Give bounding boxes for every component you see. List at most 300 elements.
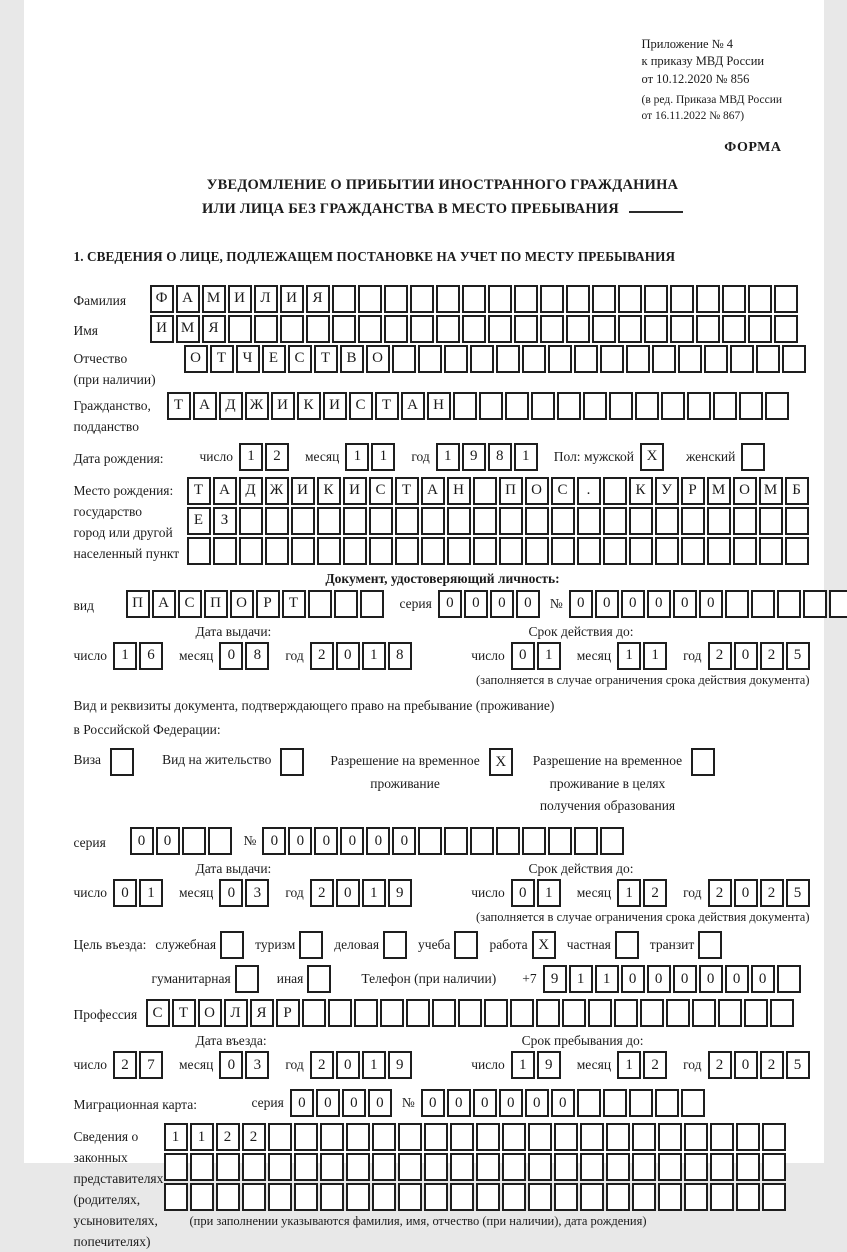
char-box[interactable]: 0 <box>751 965 775 993</box>
char-box[interactable] <box>302 999 326 1027</box>
birth-place-row2[interactable] <box>187 507 811 535</box>
char-box[interactable] <box>632 1123 656 1151</box>
surname-boxes[interactable] <box>150 285 800 313</box>
char-box[interactable] <box>458 999 482 1027</box>
char-box[interactable] <box>588 999 612 1027</box>
char-box[interactable]: Я <box>250 999 274 1027</box>
char-box[interactable]: С <box>369 477 393 505</box>
char-box[interactable]: 0 <box>734 879 758 907</box>
char-box[interactable] <box>354 999 378 1027</box>
char-box[interactable] <box>655 537 679 565</box>
char-box[interactable] <box>453 392 477 420</box>
char-box[interactable] <box>765 392 789 420</box>
char-box[interactable]: 2 <box>708 879 732 907</box>
char-box[interactable] <box>514 285 538 313</box>
char-box[interactable] <box>421 537 445 565</box>
char-box[interactable] <box>658 1123 682 1151</box>
char-box[interactable] <box>190 1153 214 1181</box>
char-box[interactable]: Д <box>239 477 263 505</box>
char-box[interactable]: 1 <box>239 443 263 471</box>
char-box[interactable]: 0 <box>113 879 137 907</box>
birth-place-row1[interactable] <box>187 477 811 505</box>
char-box[interactable]: О <box>184 345 208 373</box>
char-box[interactable] <box>540 315 564 343</box>
char-box[interactable]: 0 <box>421 1089 445 1117</box>
char-box[interactable] <box>265 507 289 535</box>
char-box[interactable] <box>554 1123 578 1151</box>
representatives-row1[interactable] <box>164 1123 788 1151</box>
char-box[interactable] <box>421 507 445 535</box>
char-box[interactable] <box>462 315 486 343</box>
doc-until-month[interactable] <box>617 642 669 670</box>
char-box[interactable]: 0 <box>595 590 619 618</box>
char-box[interactable]: 8 <box>388 642 412 670</box>
char-box[interactable] <box>499 537 523 565</box>
char-box[interactable] <box>562 999 586 1027</box>
char-box[interactable] <box>748 315 772 343</box>
char-box[interactable] <box>268 1153 292 1181</box>
char-box[interactable]: 1 <box>164 1123 188 1151</box>
char-box[interactable]: А <box>193 392 217 420</box>
char-box[interactable]: 5 <box>786 1051 810 1079</box>
char-box[interactable] <box>603 1089 627 1117</box>
char-box[interactable] <box>436 285 460 313</box>
char-box[interactable] <box>372 1123 396 1151</box>
char-box[interactable] <box>499 507 523 535</box>
char-box[interactable] <box>384 285 408 313</box>
char-box[interactable]: 0 <box>673 965 697 993</box>
char-box[interactable] <box>228 315 252 343</box>
doc-until-year[interactable] <box>708 642 812 670</box>
char-box[interactable] <box>208 827 232 855</box>
char-box[interactable]: 0 <box>290 1089 314 1117</box>
char-box[interactable] <box>358 315 382 343</box>
char-box[interactable] <box>684 1123 708 1151</box>
char-box[interactable]: 2 <box>113 1051 137 1079</box>
char-box[interactable]: Т <box>282 590 306 618</box>
char-box[interactable]: 2 <box>216 1123 240 1151</box>
char-box[interactable]: М <box>202 285 226 313</box>
char-box[interactable]: Т <box>167 392 191 420</box>
char-box[interactable]: 0 <box>499 1089 523 1117</box>
char-box[interactable] <box>632 1153 656 1181</box>
char-box[interactable] <box>187 537 211 565</box>
char-box[interactable] <box>505 392 529 420</box>
entry-month[interactable] <box>219 1051 271 1079</box>
char-box[interactable]: 0 <box>511 879 535 907</box>
char-box[interactable] <box>372 1183 396 1211</box>
char-box[interactable] <box>762 1153 786 1181</box>
char-box[interactable] <box>548 827 572 855</box>
char-box[interactable]: 1 <box>362 1051 386 1079</box>
char-box[interactable]: 1 <box>514 443 538 471</box>
char-box[interactable]: С <box>288 345 312 373</box>
char-box[interactable]: 0 <box>490 590 514 618</box>
char-box[interactable] <box>566 285 590 313</box>
char-box[interactable] <box>280 315 304 343</box>
char-box[interactable]: 1 <box>371 443 395 471</box>
char-box[interactable]: 1 <box>362 879 386 907</box>
char-box[interactable]: Л <box>224 999 248 1027</box>
char-box[interactable] <box>496 827 520 855</box>
char-box[interactable] <box>392 345 416 373</box>
char-box[interactable]: 0 <box>219 642 243 670</box>
char-box[interactable] <box>242 1183 266 1211</box>
char-box[interactable]: 0 <box>130 827 154 855</box>
migration-seriya-boxes[interactable] <box>290 1089 394 1117</box>
char-box[interactable]: 2 <box>310 1051 334 1079</box>
char-box[interactable] <box>557 392 581 420</box>
doc-issue-year[interactable] <box>310 642 414 670</box>
char-box[interactable] <box>635 392 659 420</box>
char-box[interactable] <box>436 315 460 343</box>
char-box[interactable] <box>514 315 538 343</box>
char-box[interactable] <box>548 345 572 373</box>
char-box[interactable] <box>450 1183 474 1211</box>
citizenship-boxes[interactable] <box>167 392 791 420</box>
char-box[interactable]: Я <box>202 315 226 343</box>
char-box[interactable]: 2 <box>760 642 784 670</box>
char-box[interactable] <box>710 1153 734 1181</box>
char-box[interactable] <box>369 537 393 565</box>
entry-year[interactable] <box>310 1051 414 1079</box>
char-box[interactable]: В <box>340 345 364 373</box>
char-box[interactable]: И <box>271 392 295 420</box>
char-box[interactable] <box>733 537 757 565</box>
char-box[interactable] <box>829 590 847 618</box>
char-box[interactable] <box>328 999 352 1027</box>
char-box[interactable]: 0 <box>316 1089 340 1117</box>
char-box[interactable]: 2 <box>310 642 334 670</box>
char-box[interactable] <box>681 537 705 565</box>
char-box[interactable] <box>432 999 456 1027</box>
char-box[interactable] <box>692 999 716 1027</box>
char-box[interactable] <box>320 1153 344 1181</box>
char-box[interactable] <box>681 1089 705 1117</box>
char-box[interactable]: 0 <box>647 965 671 993</box>
char-box[interactable] <box>476 1153 500 1181</box>
char-box[interactable] <box>294 1153 318 1181</box>
char-box[interactable] <box>540 285 564 313</box>
char-box[interactable] <box>696 285 720 313</box>
char-box[interactable] <box>502 1123 526 1151</box>
char-box[interactable] <box>488 285 512 313</box>
char-box[interactable] <box>502 1153 526 1181</box>
char-box[interactable] <box>684 1183 708 1211</box>
char-box[interactable] <box>736 1153 760 1181</box>
char-box[interactable]: Ф <box>150 285 174 313</box>
permit-until-year[interactable] <box>708 879 812 907</box>
birth-place-row3[interactable] <box>187 537 811 565</box>
visa-checkbox[interactable] <box>110 748 134 776</box>
char-box[interactable] <box>320 1123 344 1151</box>
doc-seriya-boxes[interactable] <box>438 590 542 618</box>
char-box[interactable] <box>644 315 668 343</box>
char-box[interactable] <box>484 999 508 1027</box>
char-box[interactable] <box>655 1089 679 1117</box>
char-box[interactable]: 0 <box>734 1051 758 1079</box>
char-box[interactable] <box>670 285 694 313</box>
char-box[interactable]: 8 <box>245 642 269 670</box>
char-box[interactable]: 0 <box>262 827 286 855</box>
char-box[interactable]: Е <box>262 345 286 373</box>
char-box[interactable] <box>759 537 783 565</box>
char-box[interactable] <box>216 1153 240 1181</box>
char-box[interactable]: . <box>577 477 601 505</box>
char-box[interactable]: 0 <box>725 965 749 993</box>
char-box[interactable] <box>395 507 419 535</box>
char-box[interactable]: П <box>204 590 228 618</box>
stay-year[interactable] <box>708 1051 812 1079</box>
char-box[interactable]: 0 <box>438 590 462 618</box>
char-box[interactable]: А <box>176 285 200 313</box>
char-box[interactable] <box>580 1183 604 1211</box>
delovaya-checkbox[interactable] <box>383 931 407 959</box>
male-checkbox[interactable]: X <box>640 443 664 471</box>
char-box[interactable]: 2 <box>643 879 667 907</box>
char-box[interactable]: 2 <box>265 443 289 471</box>
birth-day-boxes[interactable] <box>239 443 291 471</box>
char-box[interactable]: 9 <box>537 1051 561 1079</box>
char-box[interactable]: А <box>213 477 237 505</box>
char-box[interactable] <box>398 1153 422 1181</box>
char-box[interactable]: 0 <box>473 1089 497 1117</box>
char-box[interactable]: 2 <box>242 1123 266 1151</box>
char-box[interactable]: Ж <box>265 477 289 505</box>
char-box[interactable] <box>182 827 206 855</box>
char-box[interactable]: 9 <box>462 443 486 471</box>
char-box[interactable] <box>317 537 341 565</box>
char-box[interactable] <box>410 285 434 313</box>
char-box[interactable]: 0 <box>156 827 180 855</box>
char-box[interactable]: 9 <box>388 1051 412 1079</box>
stay-day[interactable] <box>511 1051 563 1079</box>
char-box[interactable]: О <box>525 477 549 505</box>
char-box[interactable]: 1 <box>537 642 561 670</box>
char-box[interactable] <box>603 477 627 505</box>
char-box[interactable] <box>343 507 367 535</box>
char-box[interactable]: 1 <box>436 443 460 471</box>
representatives-row2[interactable] <box>164 1153 788 1181</box>
char-box[interactable]: У <box>655 477 679 505</box>
char-box[interactable] <box>398 1123 422 1151</box>
char-box[interactable] <box>213 537 237 565</box>
char-box[interactable] <box>577 537 601 565</box>
char-box[interactable] <box>658 1183 682 1211</box>
char-box[interactable]: Р <box>256 590 280 618</box>
char-box[interactable] <box>583 392 607 420</box>
char-box[interactable]: З <box>213 507 237 535</box>
phone-boxes[interactable] <box>543 965 803 993</box>
char-box[interactable] <box>398 1183 422 1211</box>
char-box[interactable]: Р <box>681 477 705 505</box>
firstname-boxes[interactable] <box>150 315 800 343</box>
char-box[interactable]: 1 <box>537 879 561 907</box>
char-box[interactable]: 2 <box>643 1051 667 1079</box>
ucheba-checkbox[interactable] <box>454 931 478 959</box>
edu-residence-checkbox[interactable] <box>691 748 715 776</box>
char-box[interactable] <box>600 827 624 855</box>
char-box[interactable] <box>722 285 746 313</box>
char-box[interactable] <box>762 1123 786 1151</box>
char-box[interactable]: 1 <box>113 642 137 670</box>
char-box[interactable] <box>447 507 471 535</box>
char-box[interactable] <box>510 999 534 1027</box>
char-box[interactable] <box>618 315 642 343</box>
char-box[interactable]: 9 <box>543 965 567 993</box>
char-box[interactable] <box>502 1183 526 1211</box>
char-box[interactable] <box>476 1123 500 1151</box>
char-box[interactable]: Т <box>172 999 196 1027</box>
inaya-checkbox[interactable] <box>307 965 331 993</box>
char-box[interactable] <box>696 315 720 343</box>
char-box[interactable]: 0 <box>340 827 364 855</box>
char-box[interactable] <box>306 315 330 343</box>
char-box[interactable] <box>592 285 616 313</box>
char-box[interactable] <box>678 345 702 373</box>
rabota-checkbox[interactable]: X <box>532 931 556 959</box>
residence-permit-checkbox[interactable] <box>280 748 304 776</box>
char-box[interactable]: М <box>759 477 783 505</box>
doc-type-boxes[interactable] <box>126 590 386 618</box>
char-box[interactable] <box>395 537 419 565</box>
char-box[interactable]: Ч <box>236 345 260 373</box>
char-box[interactable] <box>580 1123 604 1151</box>
char-box[interactable]: 7 <box>139 1051 163 1079</box>
char-box[interactable] <box>418 345 442 373</box>
char-box[interactable]: 1 <box>617 879 641 907</box>
char-box[interactable] <box>684 1153 708 1181</box>
char-box[interactable]: 3 <box>245 879 269 907</box>
char-box[interactable] <box>473 537 497 565</box>
char-box[interactable] <box>343 537 367 565</box>
entry-day[interactable] <box>113 1051 165 1079</box>
birth-month-boxes[interactable] <box>345 443 397 471</box>
char-box[interactable] <box>346 1183 370 1211</box>
doc-until-day[interactable] <box>511 642 563 670</box>
char-box[interactable] <box>632 1183 656 1211</box>
char-box[interactable]: Т <box>395 477 419 505</box>
chastnaya-checkbox[interactable] <box>615 931 639 959</box>
char-box[interactable]: 1 <box>595 965 619 993</box>
char-box[interactable] <box>658 1153 682 1181</box>
char-box[interactable]: И <box>150 315 174 343</box>
char-box[interactable]: 0 <box>647 590 671 618</box>
char-box[interactable]: 1 <box>569 965 593 993</box>
char-box[interactable] <box>424 1183 448 1211</box>
char-box[interactable] <box>473 477 497 505</box>
char-box[interactable] <box>751 590 775 618</box>
char-box[interactable] <box>216 1183 240 1211</box>
char-box[interactable]: 0 <box>673 590 697 618</box>
char-box[interactable]: Н <box>447 477 471 505</box>
char-box[interactable] <box>551 507 575 535</box>
char-box[interactable] <box>603 507 627 535</box>
permit-issue-year[interactable] <box>310 879 414 907</box>
char-box[interactable]: К <box>629 477 653 505</box>
char-box[interactable] <box>444 827 468 855</box>
char-box[interactable]: 0 <box>699 590 723 618</box>
char-box[interactable] <box>777 590 801 618</box>
char-box[interactable]: 0 <box>219 879 243 907</box>
char-box[interactable] <box>687 392 711 420</box>
char-box[interactable]: С <box>178 590 202 618</box>
sluzhebnaya-checkbox[interactable] <box>220 931 244 959</box>
char-box[interactable]: 0 <box>336 1051 360 1079</box>
char-box[interactable]: А <box>152 590 176 618</box>
char-box[interactable] <box>242 1153 266 1181</box>
char-box[interactable] <box>744 999 768 1027</box>
char-box[interactable] <box>450 1153 474 1181</box>
char-box[interactable]: Л <box>254 285 278 313</box>
char-box[interactable]: 0 <box>551 1089 575 1117</box>
char-box[interactable] <box>759 507 783 535</box>
char-box[interactable] <box>536 999 560 1027</box>
char-box[interactable] <box>554 1183 578 1211</box>
female-checkbox[interactable] <box>741 443 765 471</box>
char-box[interactable]: 9 <box>388 879 412 907</box>
representatives-row3[interactable] <box>164 1183 788 1211</box>
char-box[interactable] <box>444 345 468 373</box>
char-box[interactable] <box>644 285 668 313</box>
char-box[interactable] <box>424 1153 448 1181</box>
char-box[interactable] <box>531 392 555 420</box>
char-box[interactable]: П <box>499 477 523 505</box>
char-box[interactable]: О <box>230 590 254 618</box>
char-box[interactable]: 0 <box>699 965 723 993</box>
char-box[interactable]: 0 <box>516 590 540 618</box>
char-box[interactable] <box>785 537 809 565</box>
char-box[interactable] <box>629 507 653 535</box>
char-box[interactable] <box>606 1153 630 1181</box>
char-box[interactable]: 1 <box>617 1051 641 1079</box>
char-box[interactable] <box>525 537 549 565</box>
char-box[interactable] <box>600 345 624 373</box>
char-box[interactable] <box>756 345 780 373</box>
char-box[interactable] <box>626 345 650 373</box>
char-box[interactable] <box>707 507 731 535</box>
char-box[interactable]: 3 <box>245 1051 269 1079</box>
char-box[interactable]: 1 <box>139 879 163 907</box>
char-box[interactable]: 0 <box>392 827 416 855</box>
char-box[interactable] <box>577 507 601 535</box>
char-box[interactable] <box>640 999 664 1027</box>
char-box[interactable] <box>410 315 434 343</box>
char-box[interactable]: И <box>291 477 315 505</box>
char-box[interactable] <box>447 537 471 565</box>
char-box[interactable] <box>418 827 442 855</box>
char-box[interactable] <box>372 1153 396 1181</box>
char-box[interactable]: 0 <box>366 827 390 855</box>
char-box[interactable] <box>629 537 653 565</box>
char-box[interactable] <box>762 1183 786 1211</box>
char-box[interactable] <box>577 1089 601 1117</box>
char-box[interactable]: 0 <box>569 590 593 618</box>
char-box[interactable]: Я <box>306 285 330 313</box>
char-box[interactable] <box>710 1183 734 1211</box>
char-box[interactable] <box>334 590 358 618</box>
char-box[interactable] <box>525 507 549 535</box>
char-box[interactable]: Т <box>375 392 399 420</box>
char-box[interactable]: 2 <box>760 879 784 907</box>
char-box[interactable] <box>736 1183 760 1211</box>
char-box[interactable] <box>268 1183 292 1211</box>
char-box[interactable]: Т <box>187 477 211 505</box>
char-box[interactable]: И <box>323 392 347 420</box>
char-box[interactable] <box>528 1183 552 1211</box>
char-box[interactable] <box>803 590 827 618</box>
char-box[interactable]: К <box>297 392 321 420</box>
